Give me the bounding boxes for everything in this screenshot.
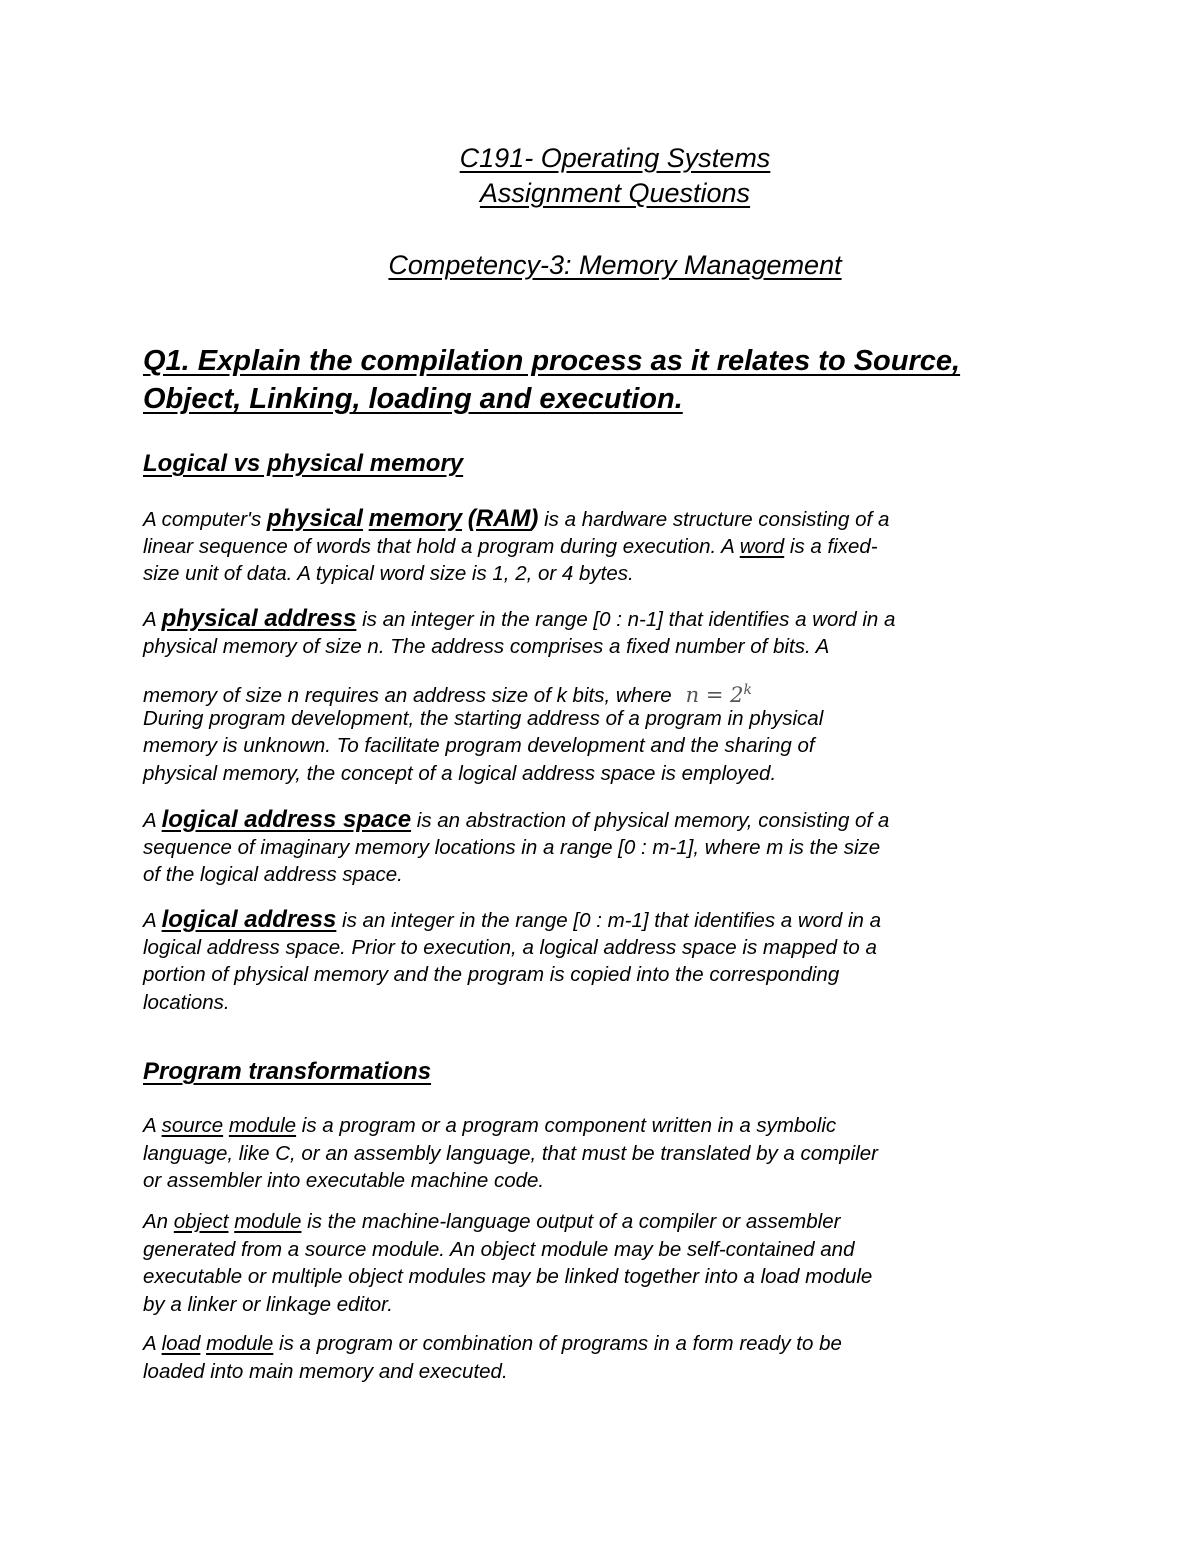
question-heading [143,342,1063,418]
section-heading-program-transformations: Program transformations [143,1058,432,1085]
competency-heading: Competency-3: Memory Management [388,250,842,280]
paragraph-line: memory is unknown. To facilitate program development and the sharing of [143,734,815,757]
paragraph-logical-address-space [143,806,1073,889]
term-module: module [228,1114,297,1137]
paragraph-line: A logical address space is an abstraction of physical memory, consisting of a [143,806,890,833]
paragraph-line: logical address space. Prior to execution, a logical address space is mapped to a [143,935,877,959]
paragraph-line: memory of size n requires an address size of k bits, where $n = 2^k$ [143,682,752,707]
document-title: C191- Operating Systems [459,143,771,173]
term-memory: memory [368,505,463,532]
paragraph-line: loaded into main memory and executed. [143,1359,508,1383]
paragraph-line: A physical address is an integer in the range [0 : n-1] that identifies a word in a [143,605,896,632]
paragraph-line: executable or multiple object modules may be linked together into a load module [143,1265,873,1288]
document-subtitle: Assignment Questions [479,178,751,208]
term-module: module [206,1332,274,1355]
paragraph-physical-memory [143,505,1073,588]
paragraph-logical-address [143,906,1073,1016]
paragraph-line: A load module is a program or combination of programs in a form ready to be [143,1332,842,1355]
paragraph-line: of the logical address space. [143,863,403,886]
term-word: word [739,534,785,558]
term-source: source [161,1114,224,1137]
paragraph-line: generated from a source module. An object module may be self-contained and [143,1237,855,1261]
paragraph-line: physical memory of size n. The address comprises a fixed number of bits. A [143,634,830,658]
term-physical-address: physical address [161,605,357,632]
paragraph-line: sequence of imaginary memory locations in a range [0 : m-1], where m is the size [143,835,881,859]
paragraph-line: locations. [143,990,230,1014]
paragraph-line: language, like C, or an assembly language, that must be translated by a compiler [143,1141,878,1165]
paragraph-line: physical memory, the concept of a logical address space is employed. [143,761,777,785]
term-logical-address: logical address [161,906,337,933]
term-module: module [234,1210,302,1233]
paragraph-line: by a linker or linkage editor. [143,1292,393,1316]
term-ram-close: ) [530,505,539,532]
term-ram: (RAM [467,505,531,532]
question-line-1: Q1. Explain the compilation process as it relates to Source, [143,345,961,377]
paragraph-line: An object module is the machine-language output of a compiler or assembler [143,1210,841,1233]
paragraph-line: size unit of data. A typical word size is 1, 2, or 4 bytes. [143,562,634,585]
paragraph-line: portion of physical memory and the program is copied into the corresponding [143,963,840,986]
paragraph-physical-address [143,605,1073,787]
paragraph-object-module [143,1208,1073,1318]
section-heading-logical-physical: Logical vs physical memory [143,450,464,477]
paragraph-line: A logical address is an integer in the range [0 : m-1] that identifies a word in a [143,906,882,933]
term-logical-address-space: logical address space [161,806,412,833]
term-physical: physical [266,505,363,532]
paragraph-line: linear sequence of words that hold a program during execution. A word is a fixed- [143,534,878,558]
paragraph-source-module [143,1112,1073,1195]
paragraph-line: A source module is a program or a program component written in a symbolic [143,1114,837,1137]
paragraph-line: or assembler into executable machine code. [143,1169,545,1192]
question-line-2: Object, Linking, loading and execution. [143,383,683,415]
paragraph-line: A computer's physical memory (RAM) is a hardware structure consisting of a [143,505,890,532]
term-object: object [173,1210,229,1233]
paragraph-load-module [143,1330,1073,1385]
term-load: load [161,1332,201,1355]
paragraph-line: During program development, the starting address of a program in physical [143,706,824,730]
formula-n-equals-2-k: $n = 2^k$ [685,682,752,707]
